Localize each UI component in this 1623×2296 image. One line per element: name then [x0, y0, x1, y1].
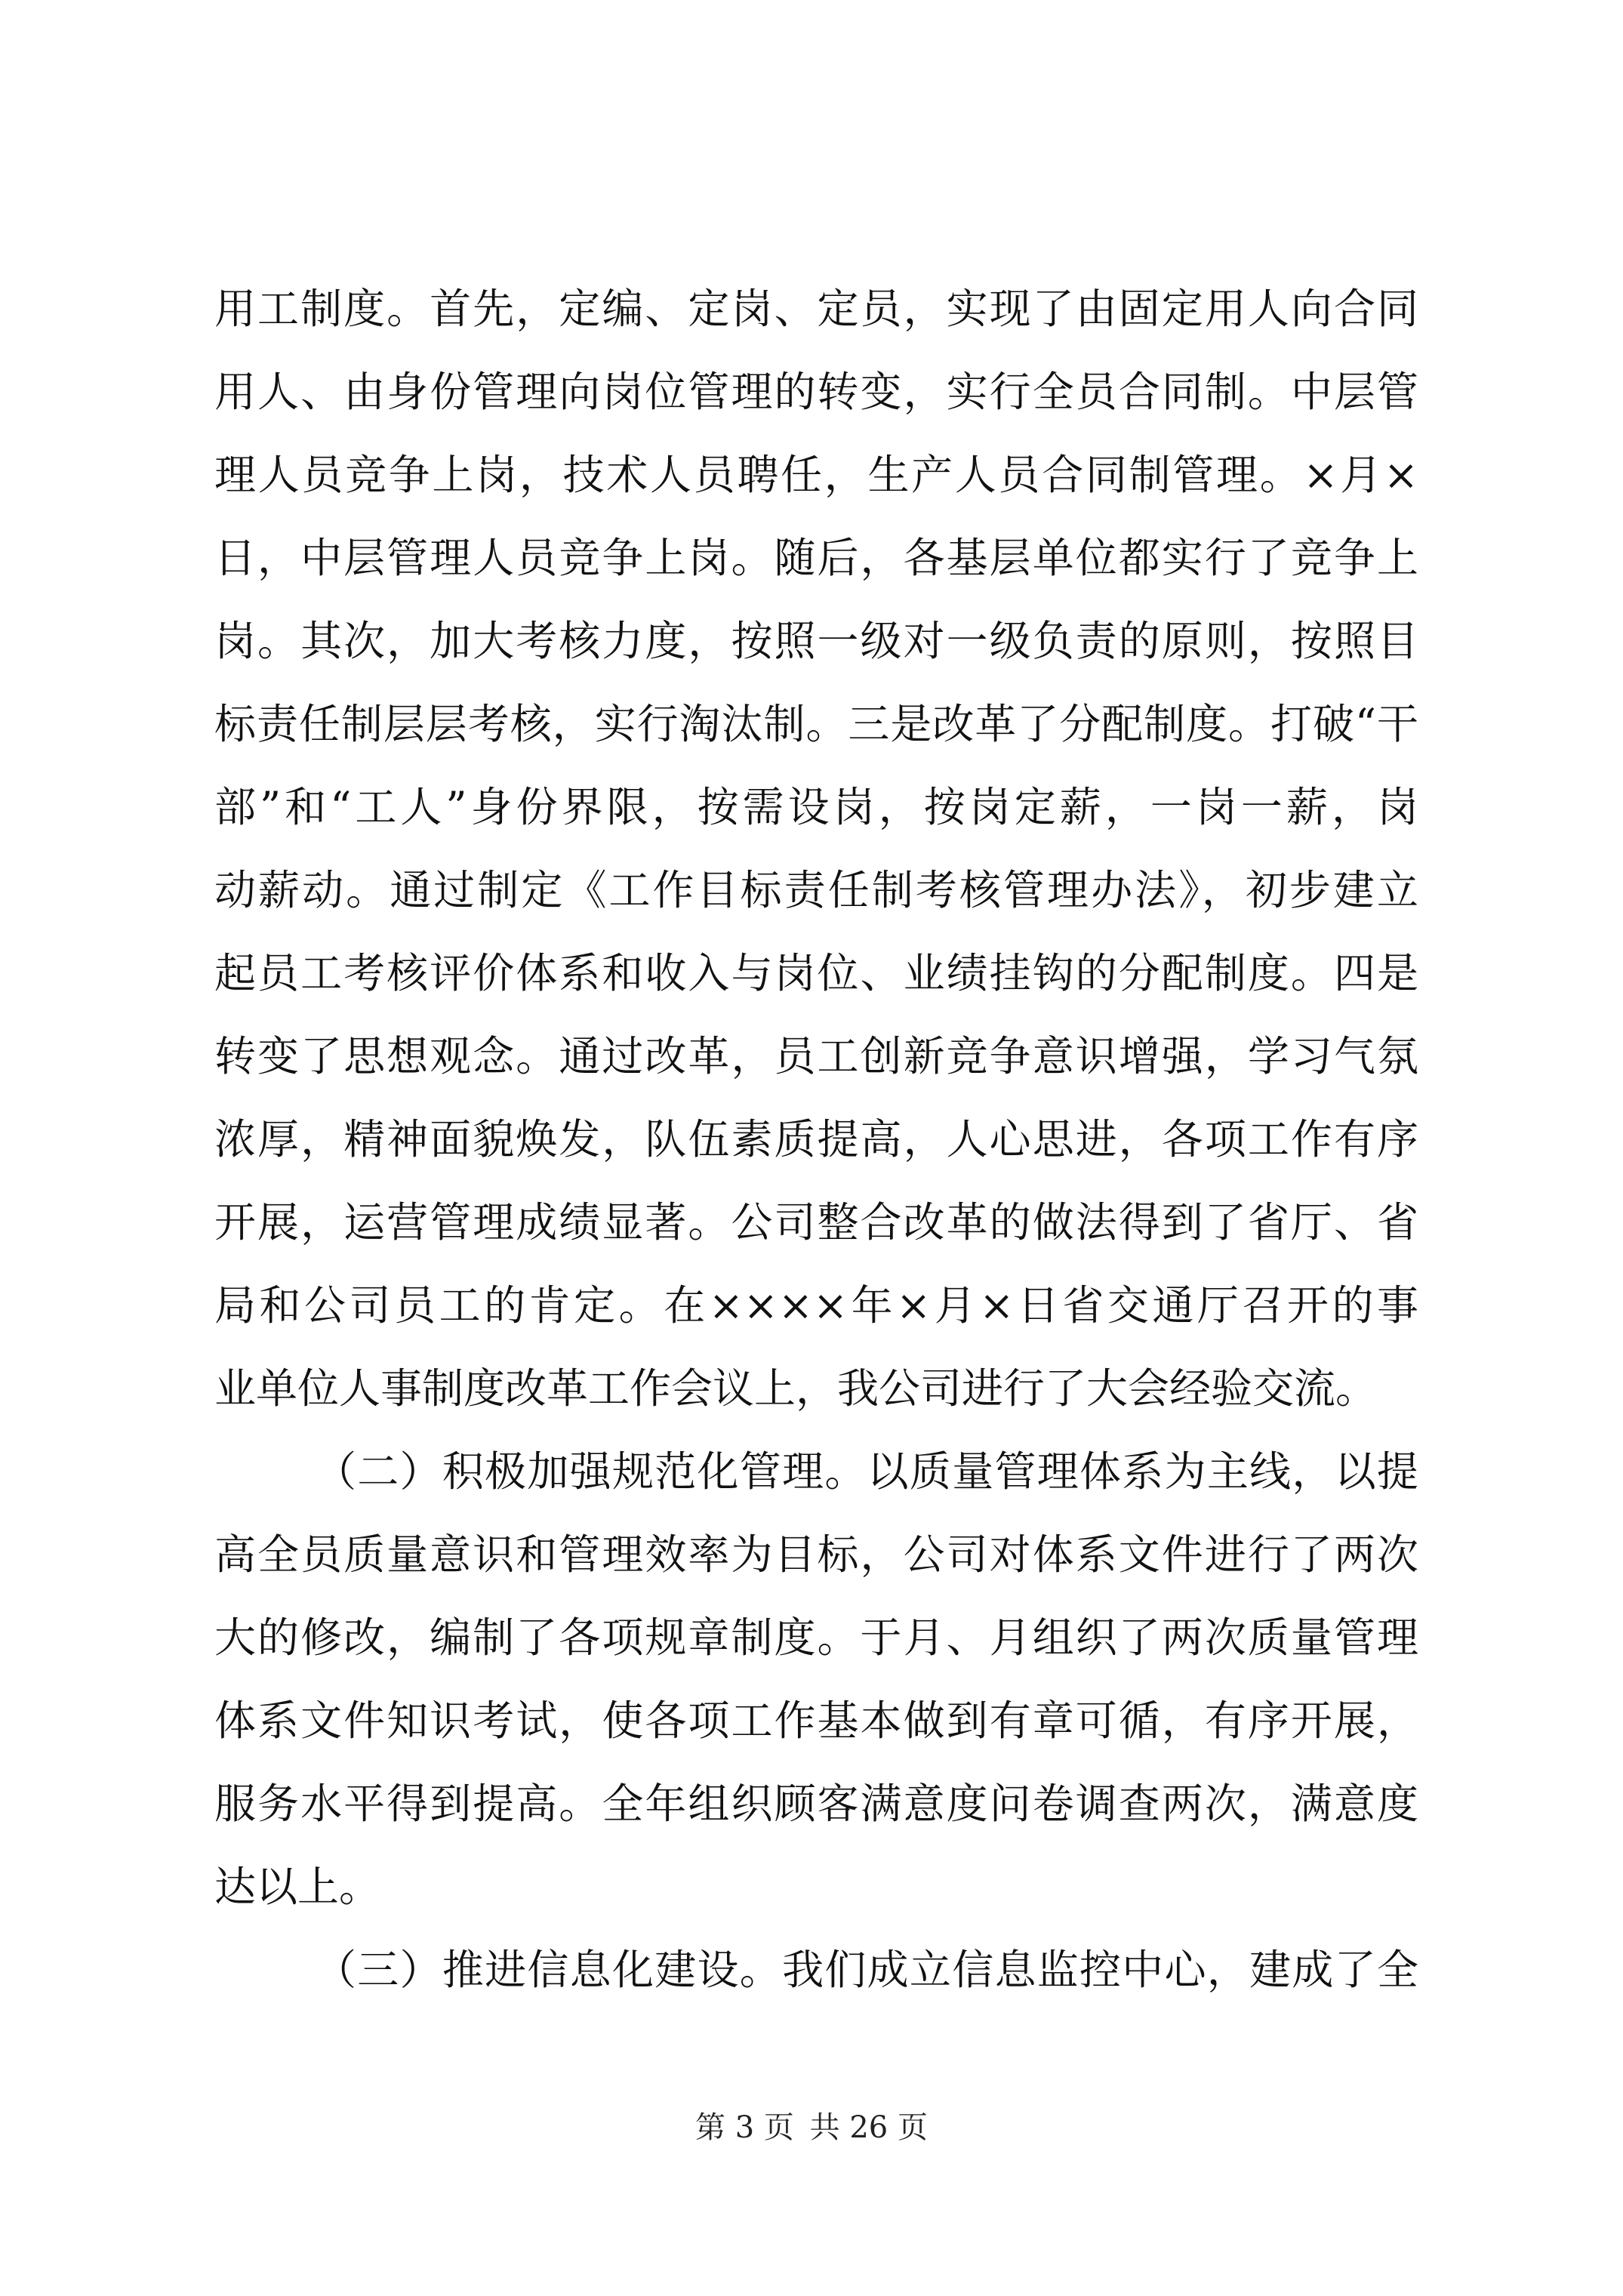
- text-line: 转变了思想观念。通过改革，员工创新竞争意识增强，学习气氛: [214, 1032, 1418, 1080]
- text-line: 局和公司员工的肯定。在××××年×月×日省交通厅召开的事: [214, 1281, 1418, 1330]
- text-line: 达以上。: [214, 1863, 381, 1911]
- text-line: 部”和“工人”身份界限，按需设岗，按岗定薪，一岗一薪，岗: [214, 783, 1418, 831]
- text-line: 用工制度。首先，定编、定岗、定员，实现了由固定用人向合同: [214, 285, 1418, 333]
- text-line: 标责任制层层考核，实行淘汰制。三是改革了分配制度。打破“干: [214, 700, 1418, 748]
- text-line: 岗。其次，加大考核力度，按照一级对一级负责的原则，按照目: [214, 617, 1418, 665]
- text-line: 日，中层管理人员竞争上岗。随后，各基层单位都实行了竞争上: [214, 534, 1418, 582]
- text-line: 高全员质量意识和管理效率为目标，公司对体系文件进行了两次: [214, 1530, 1418, 1579]
- body-text: [214, 267, 1418, 2011]
- text-line: 开展，运营管理成绩显著。公司整合改革的做法得到了省厅、省: [214, 1198, 1418, 1247]
- page-total: 共 26 页: [809, 2110, 928, 2145]
- text-line: 用人、由身份管理向岗位管理的转变，实行全员合同制。中层管: [214, 368, 1418, 416]
- page-number: 第 3 页: [695, 2110, 794, 2145]
- paragraph-first-line: （二）积极加强规范化管理。以质量管理体系为主线，以提: [315, 1447, 1418, 1496]
- text-line: 起员工考核评价体系和收入与岗位、业绩挂钩的分配制度。四是: [214, 949, 1418, 997]
- text-line: 服务水平得到提高。全年组织顾客满意度问卷调查两次，满意度: [214, 1780, 1418, 1828]
- text-line: 体系文件知识考试，使各项工作基本做到有章可循，有序开展，: [214, 1697, 1418, 1745]
- text-line: 理人员竞争上岗，技术人员聘任，生产人员合同制管理。×月×: [214, 451, 1418, 499]
- text-line: 业单位人事制度改革工作会议上，我公司进行了大会经验交流。: [214, 1364, 1378, 1413]
- text-line: 浓厚，精神面貌焕发，队伍素质提高，人心思进，各项工作有序: [214, 1115, 1418, 1163]
- paragraph-first-line: （三）推进信息化建设。我们成立信息监控中心，建成了全: [315, 1946, 1418, 1994]
- page-footer: [0, 2106, 1623, 2149]
- text-line: 大的修改，编制了各项规章制度。于月、月组织了两次质量管理: [214, 1613, 1418, 1662]
- text-line: 动薪动。通过制定《工作目标责任制考核管理办法》，初步建立: [214, 866, 1418, 914]
